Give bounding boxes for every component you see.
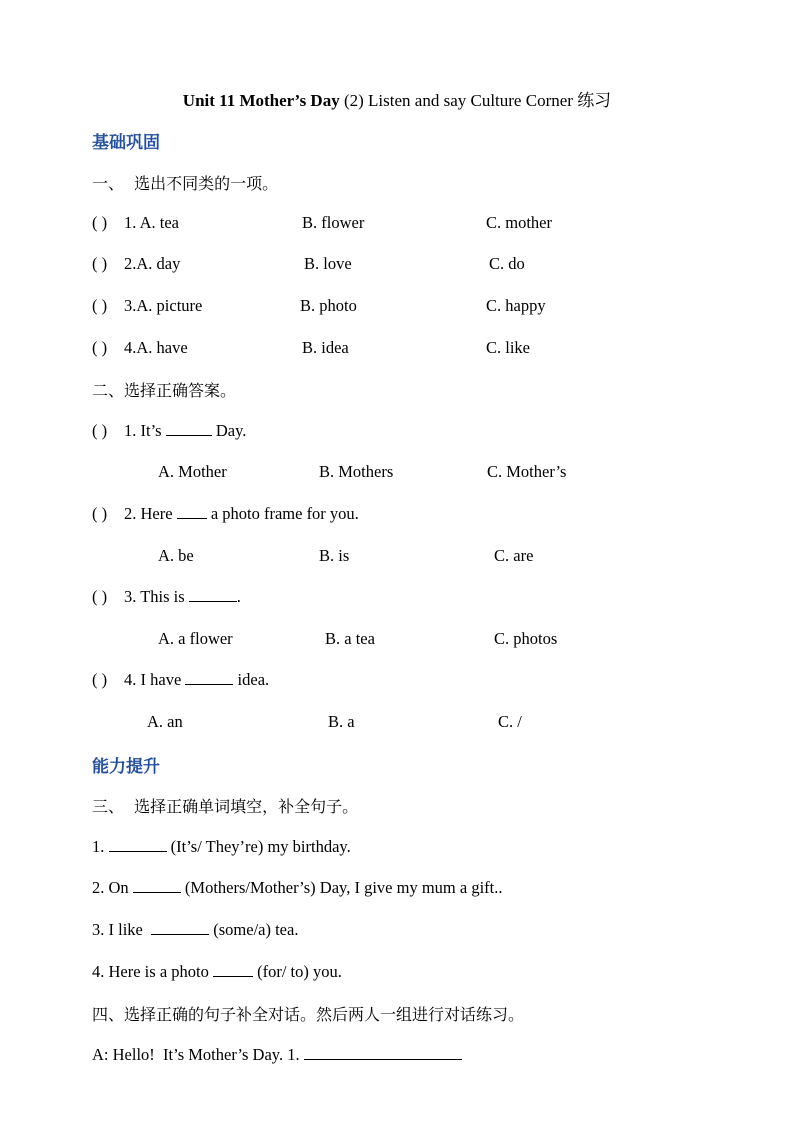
option-c: C. photos [494, 629, 558, 648]
question-text [124, 504, 359, 524]
sentence-pre: 4. Here is a photo [92, 962, 213, 981]
part3-item [92, 837, 351, 857]
question-post: idea. [233, 670, 270, 689]
option-a: 3.A. picture [124, 296, 203, 315]
question-pre: 1. It’s [124, 421, 166, 440]
fill-blank[interactable] [166, 421, 212, 436]
option-b: B. flower [302, 213, 365, 232]
option-c: C. / [498, 712, 522, 731]
answer-paren[interactable]: ( ) [92, 504, 108, 523]
dialogue-text: A: Hello! It’s Mother’s Day. 1. [92, 1045, 304, 1064]
question-text [124, 670, 269, 690]
sentence-pre: 1. [92, 837, 109, 856]
sentence-post: (Mothers/Mother’s) Day, I give my mum a gift.. [180, 878, 503, 897]
question-post: . [236, 587, 241, 606]
option-c: C. Mother’s [487, 462, 567, 481]
answer-paren[interactable]: ( ) [92, 338, 108, 357]
option-c: C. are [494, 546, 534, 565]
fill-blank[interactable] [133, 878, 181, 893]
sentence-post: (some/a) tea. [209, 920, 299, 939]
option-c: C. mother [486, 213, 552, 232]
part3-item [92, 878, 503, 898]
option-b: B. Mothers [319, 462, 394, 481]
fill-blank[interactable] [213, 962, 253, 977]
question-pre: 2. Here [124, 504, 177, 523]
option-b: B. is [319, 546, 350, 565]
question-post: a photo frame for you. [206, 504, 359, 523]
answer-paren[interactable]: ( ) [92, 587, 108, 606]
option-c: C. happy [486, 296, 546, 315]
part3-item [92, 920, 298, 940]
section-heading-advanced: 能力提升 [92, 757, 160, 777]
worksheet-title [0, 86, 794, 111]
fill-blank[interactable] [185, 670, 233, 685]
question-pre: 4. I have [124, 670, 186, 689]
question-pre: 3. This is [124, 587, 189, 606]
sentence-pre: 2. On [92, 878, 133, 897]
option-a: A. be [158, 546, 194, 565]
section-heading-basic: 基础巩固 [92, 133, 160, 153]
fill-blank[interactable] [177, 504, 207, 519]
option-a: A. a flower [158, 629, 233, 648]
option-c: C. do [489, 254, 525, 273]
dialogue-line [92, 1045, 462, 1065]
question-text [124, 587, 241, 607]
fill-blank[interactable] [109, 837, 167, 852]
answer-paren[interactable]: ( ) [92, 296, 108, 315]
option-a: A. Mother [158, 462, 227, 481]
option-b: B. love [304, 254, 352, 273]
fill-blank[interactable] [151, 920, 209, 935]
question-post: Day. [211, 421, 247, 440]
sentence-post: (for/ to) you. [252, 962, 342, 981]
title-bold: Unit 11 Mother’s Day [182, 91, 340, 110]
fill-blank[interactable] [189, 587, 237, 602]
part3-item [92, 962, 342, 982]
fill-blank[interactable] [304, 1045, 462, 1060]
option-b: B. photo [300, 296, 357, 315]
part2-heading: 二、选择正确答案。 [92, 381, 237, 400]
option-b: B. a [328, 712, 355, 731]
option-a: A. an [147, 712, 183, 731]
sentence-pre: 3. I like [92, 920, 152, 939]
option-b: B. idea [302, 338, 349, 357]
question-text [124, 421, 246, 441]
option-a: 2.A. day [124, 254, 181, 273]
answer-paren[interactable]: ( ) [92, 213, 108, 232]
option-a: 1. A. tea [124, 213, 179, 232]
option-c: C. like [486, 338, 530, 357]
sentence-post: (It’s/ They’re) my birthday. [166, 837, 351, 856]
answer-paren[interactable]: ( ) [92, 421, 108, 440]
answer-paren[interactable]: ( ) [92, 254, 108, 273]
part3-heading: 三、 选择正确单词填空，补全句子。 [92, 797, 359, 816]
title-rest: (2) Listen and say Culture Corner 练习 [339, 91, 612, 110]
option-a: 4.A. have [124, 338, 188, 357]
option-b: B. a tea [325, 629, 375, 648]
part4-heading: 四、选择正确的句子补全对话。然后两人一组进行对话练习。 [92, 1005, 525, 1024]
part1-heading: 一、 选出不同类的一项。 [92, 174, 279, 193]
answer-paren[interactable]: ( ) [92, 670, 108, 689]
